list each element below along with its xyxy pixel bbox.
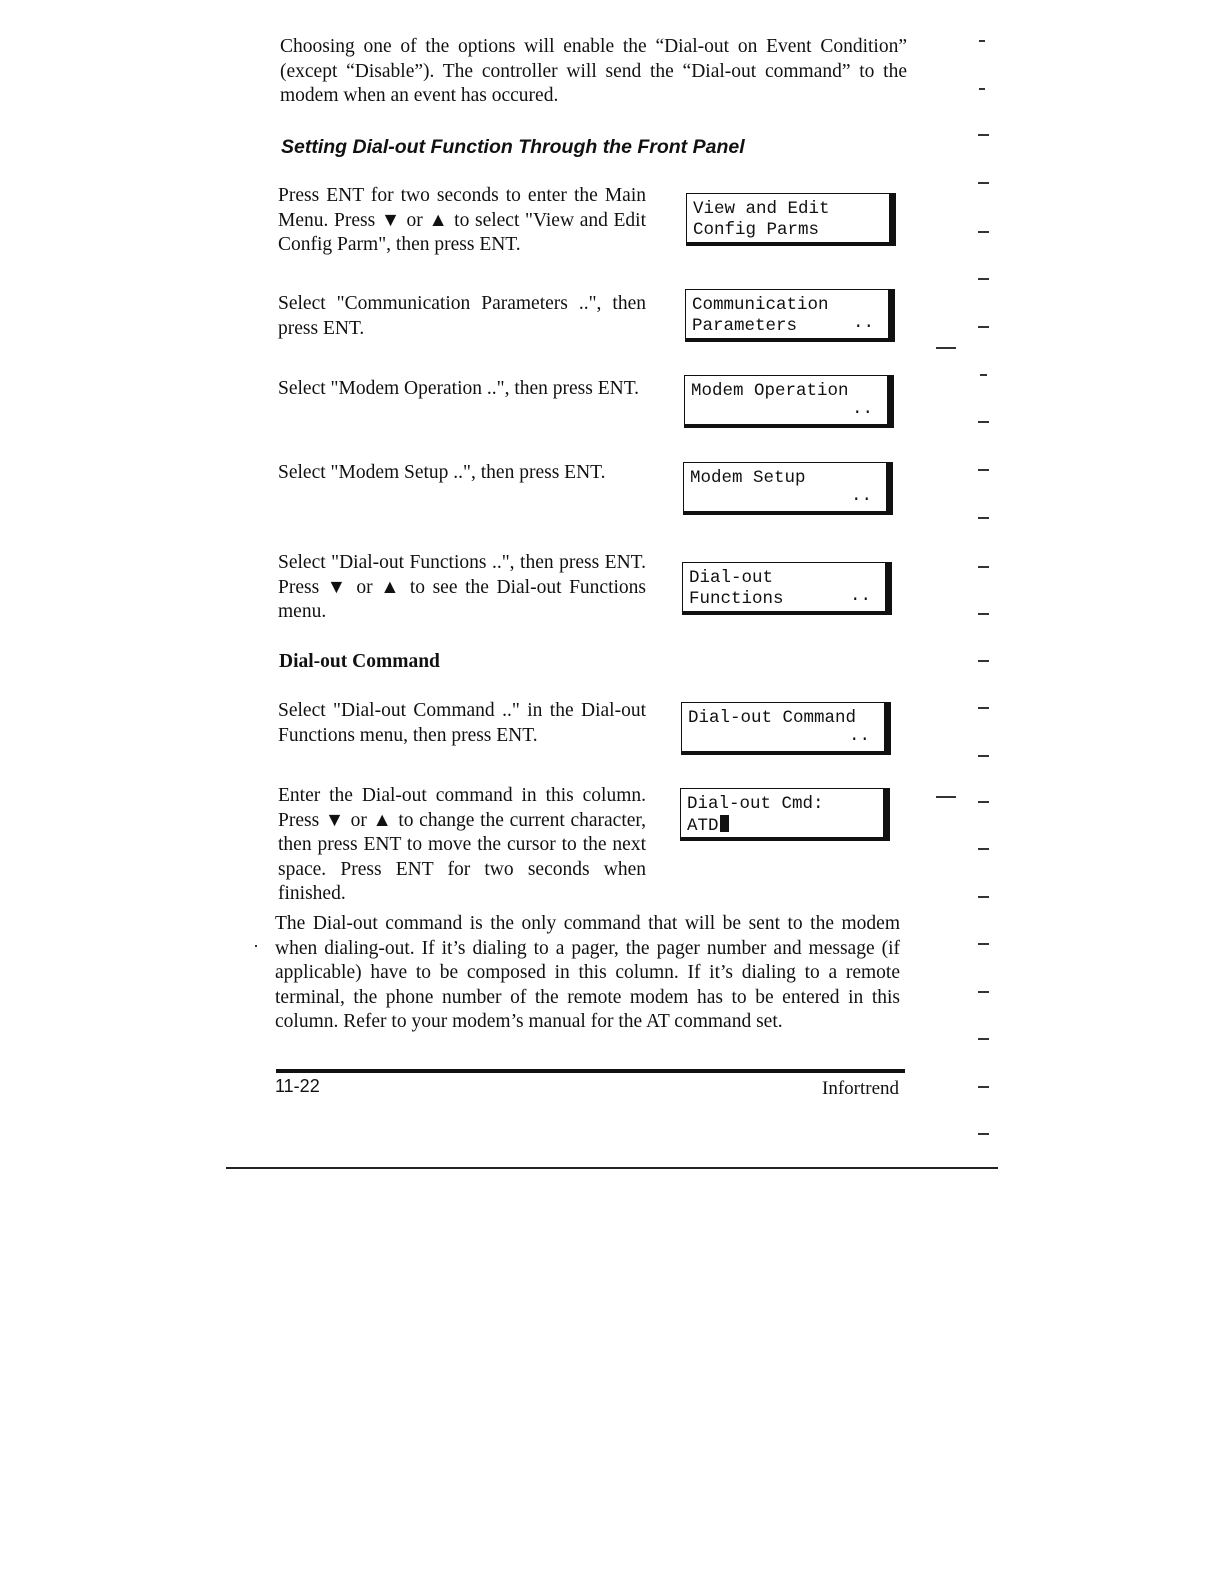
step-7-text: Enter the Dial-out command in this column. Press ▼ or ▲ to change the current character, then press ENT to move the cursor to the next space. Press ENT for two seconds when finished.	[278, 785, 646, 904]
scan-tick	[978, 848, 989, 850]
lcd-line-1: Modem Operation	[691, 381, 849, 401]
lcd-modem-operation	[684, 375, 894, 428]
scan-tick	[978, 1086, 989, 1088]
scan-tick	[978, 421, 989, 423]
lcd-line-2: Functions	[689, 589, 784, 609]
scan-tick	[978, 755, 989, 757]
lcd-line-1: Dial-out Cmd:	[687, 794, 824, 814]
lcd-dial-out-cmd-entry	[680, 788, 890, 841]
scan-tick	[980, 374, 987, 376]
scan-tick	[978, 943, 989, 945]
scan-tick	[979, 40, 985, 42]
lcd-communication-parameters	[685, 289, 895, 342]
step-5-text: Select "Dial-out Functions ..", then press ENT. Press ▼ or ▲ to see the Dial-out Functions menu.	[278, 552, 646, 622]
lcd-line-1: View and Edit	[693, 199, 830, 219]
lcd-modem-setup	[683, 462, 893, 515]
lcd-view-edit-config	[686, 193, 896, 246]
lcd-dots: ..	[849, 586, 871, 606]
lcd-line-2: Config Parms	[693, 220, 820, 240]
scan-tick	[978, 991, 989, 993]
scan-tick	[978, 517, 989, 519]
scan-tick	[936, 796, 956, 798]
footer-rule	[276, 1069, 905, 1073]
lcd-dial-out-command	[681, 702, 891, 755]
lcd-line-1: Modem Setup	[690, 468, 806, 488]
lcd-line-1: Communication	[692, 295, 829, 315]
footer-brand: Infortrend	[822, 1078, 900, 1099]
lcd-dots: ..	[850, 486, 872, 506]
lcd-dial-out-functions	[682, 562, 892, 615]
step-3-text: Select "Modem Operation ..", then press ENT.	[278, 378, 640, 399]
lcd-line-1: Dial-out Command	[688, 708, 857, 728]
scan-tick	[978, 469, 989, 471]
scan-dot	[255, 945, 257, 947]
text-cursor	[720, 815, 729, 832]
step-1-text: Press ENT for two seconds to enter the Main Menu. Press ▼ or ▲ to select "View and Edit Config Parm", then press ENT.	[278, 185, 646, 255]
scan-tick	[978, 231, 989, 233]
scan-tick	[978, 182, 989, 184]
step-4-text: Select "Modem Setup ..", then press ENT.	[278, 462, 606, 483]
step-2-text: Select "Communication Parameters ..", then press ENT.	[278, 293, 646, 339]
lcd-line-2: Parameters	[692, 316, 798, 336]
scan-tick	[978, 134, 989, 136]
scan-tick	[979, 88, 985, 90]
scan-tick	[978, 1133, 989, 1135]
scan-tick	[978, 278, 989, 280]
intro-paragraph: Choosing one of the options will enable the “Dial-out on Event Condition” (except “Disable”). The controller will send the “Dial-out command” to the modem when an event has occured.	[280, 36, 907, 106]
step-6-text: Select "Dial-out Command .." in the Dial-out Functions menu, then press ENT.	[278, 700, 646, 746]
scan-tick	[978, 660, 989, 662]
page-number: 11-22	[275, 1076, 320, 1096]
lcd-line-1: Dial-out	[689, 568, 774, 588]
scan-tick	[978, 801, 989, 803]
closing-paragraph: The Dial-out command is the only command that will be sent to the modem when dialing-out. If it’s dialing to a pager, the pager number and message (if applicable) have to be composed in this column. If it’s dialing to a remote terminal, the phone number of the remote modem has to be entered in this column. Refer to your modem’s manual for the AT command set.	[275, 913, 900, 1032]
lcd-dots: ..	[851, 399, 873, 419]
lcd-line-2: ATD	[687, 816, 719, 836]
dial-out-command-heading: Dial-out Command	[279, 651, 440, 672]
lcd-dots: ..	[852, 313, 874, 333]
scan-tick	[978, 326, 989, 328]
scan-tick	[978, 1038, 989, 1040]
lcd-dots: ..	[848, 726, 870, 746]
scan-edge-line	[226, 1167, 998, 1169]
scan-tick	[936, 347, 956, 349]
scan-tick	[978, 896, 989, 898]
scan-tick	[978, 707, 989, 709]
scan-tick	[978, 613, 989, 615]
scan-tick	[978, 566, 989, 568]
section-heading: Setting Dial-out Function Through the Front Panel	[281, 136, 745, 158]
